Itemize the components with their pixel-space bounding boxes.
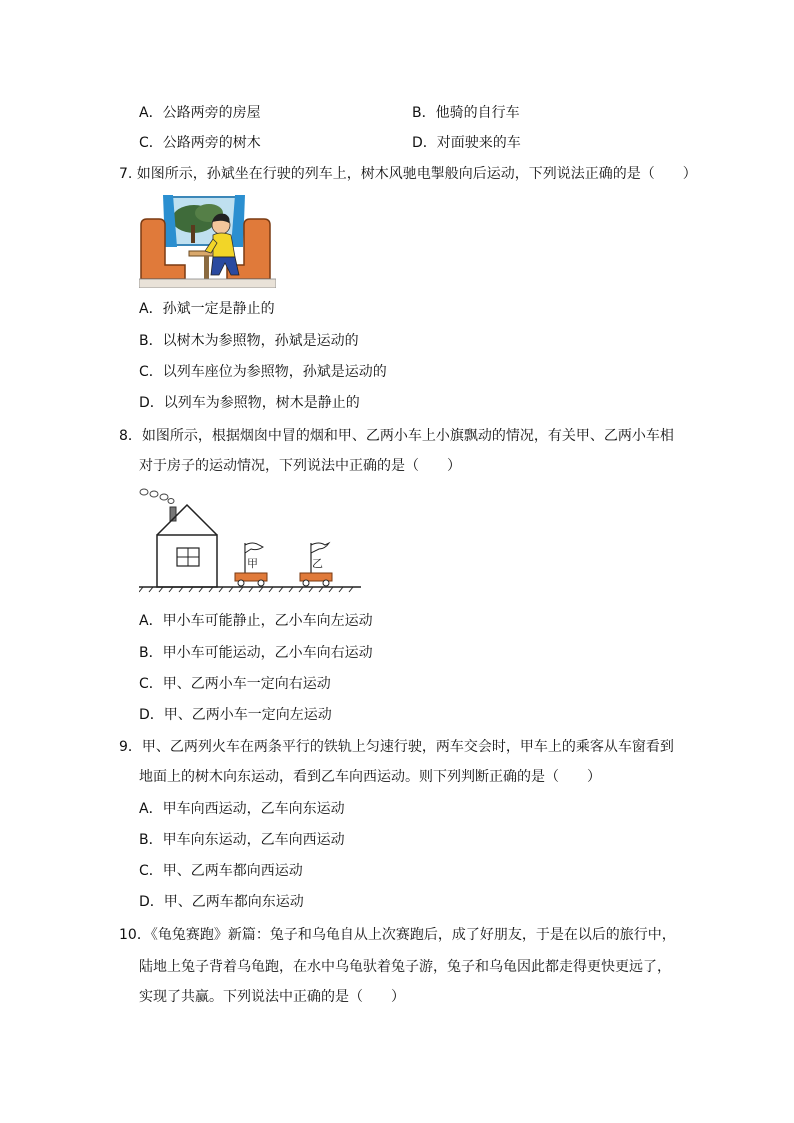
q9-option-d: D．甲、乙两车都向东运动 — [139, 894, 304, 910]
q9-option-a: A．甲车向西运动，乙车向东运动 — [139, 801, 345, 817]
q10-stem-line1: 10．《龟兔赛跑》新篇：兔子和乌龟自从上次赛跑后，成了好朋友，于是在以后的旅行中， — [119, 927, 676, 943]
q6-option-d: D．对面驶来的车 — [412, 135, 521, 151]
q8-stem-line1: 8．如图所示，根据烟囱中冒的烟和甲、乙两小车上小旗飘动的情况，有关甲、乙两小车相 — [119, 428, 674, 444]
q10-stem-line3: 实现了共赢。下列说法中正确的是（ ） — [139, 989, 405, 1005]
q8-option-a: A．甲小车可能静止，乙小车向左运动 — [139, 613, 373, 629]
q6-option-b: B．他骑的自行车 — [412, 105, 520, 121]
q10-stem-line2: 陆地上兔子背着乌龟跑，在水中乌龟驮着兔子游，兔子和乌龟因此都走得更快更远了， — [139, 959, 671, 975]
q9-stem-line1: 9．甲、乙两列火车在两条平行的铁轨上匀速行驶，两车交会时，甲车上的乘客从车窗看到 — [119, 739, 674, 755]
q8-stem-line2: 对于房子的运动情况，下列说法中正确的是（ ） — [139, 458, 461, 474]
q9-option-c: C．甲、乙两车都向西运动 — [139, 863, 303, 879]
q7-option-d: D．以列车为参照物，树木是静止的 — [139, 395, 360, 411]
q8-option-b: B．甲小车可能运动，乙小车向右运动 — [139, 645, 373, 661]
train-passenger-figure — [139, 195, 276, 288]
cart1-label: 甲 — [247, 557, 258, 570]
house-carts-figure — [139, 485, 361, 593]
q7-option-b: B．以树木为参照物，孙斌是运动的 — [139, 333, 359, 349]
q8-option-d: D．甲、乙两小车一定向左运动 — [139, 707, 332, 723]
q6-option-c: C．公路两旁的树木 — [139, 135, 261, 151]
q7-stem: 7. 如图所示，孙斌坐在行驶的列车上，树木风驰电掣般向后运动，下列说法正确的是（ ） — [119, 166, 697, 182]
cart2-label: 乙 — [312, 557, 323, 570]
q9-option-b: B．甲车向东运动，乙车向西运动 — [139, 832, 345, 848]
q7-option-c: C．以列车座位为参照物，孙斌是运动的 — [139, 364, 387, 380]
q7-option-a: A．孙斌一定是静止的 — [139, 301, 275, 317]
q8-option-c: C．甲、乙两小车一定向右运动 — [139, 676, 331, 692]
q6-option-a: A．公路两旁的房屋 — [139, 105, 261, 121]
q9-stem-line2: 地面上的树木向东运动，看到乙车向西运动。则下列判断正确的是（ ） — [139, 769, 601, 785]
